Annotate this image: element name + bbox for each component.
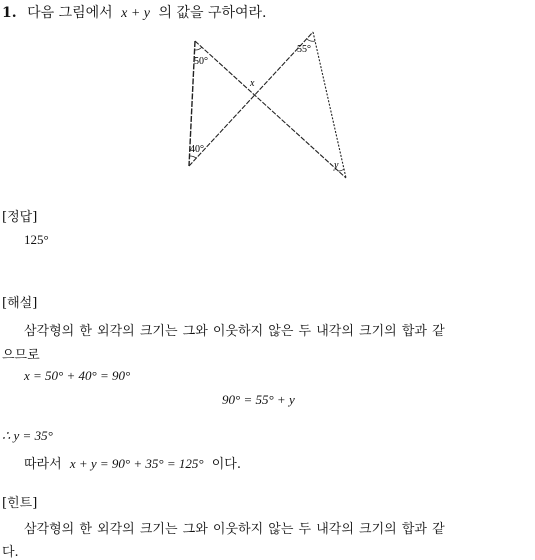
problem-text-after: 의 값을 구하여라. bbox=[158, 5, 267, 21]
problem-number: 1. bbox=[2, 5, 17, 21]
conclusion-prefix: 따라서 bbox=[24, 457, 62, 472]
answer-heading: [정답] bbox=[2, 210, 38, 225]
angle-label-bottom-left: 40° bbox=[190, 144, 204, 155]
equation-3: ∴ y = 35° bbox=[2, 428, 53, 443]
angle-label-top-left: 50° bbox=[194, 56, 208, 67]
problem-text-before: 다음 그림에서 bbox=[27, 5, 113, 21]
problem-statement bbox=[2, 2, 267, 22]
conclusion-math: x + y = 90° + 35° = 125° bbox=[69, 456, 204, 471]
angle-arc-top-left bbox=[195, 47, 202, 50]
angle-arc-top-right bbox=[307, 39, 315, 41]
angle-label-top-right: 55° bbox=[297, 44, 311, 55]
angle-label-center: x bbox=[250, 78, 255, 89]
hint-line-2: 다. bbox=[2, 545, 19, 560]
explanation-conclusion bbox=[24, 453, 241, 472]
answer-value: 125° bbox=[24, 232, 49, 247]
explanation-line-1: 삼각형의 한 외각의 크기는 그와 이웃하지 않은 두 내각의 크기의 합과 같 bbox=[24, 324, 445, 339]
diagonal-line-1 bbox=[195, 41, 346, 178]
hint-line-1: 삼각형의 한 외각의 크기는 그와 이웃하지 않는 두 내각의 크기의 합과 같 bbox=[24, 522, 445, 537]
equation-2: 90° = 55° + y bbox=[222, 392, 295, 407]
equation-1: x = 50° + 40° = 90° bbox=[24, 368, 131, 383]
explanation-line-2: 으므로 bbox=[2, 348, 40, 363]
angle-arc-bottom-left bbox=[190, 156, 196, 158]
hint-heading: [힌트] bbox=[2, 496, 38, 511]
explanation-heading: [해설] bbox=[2, 296, 38, 311]
problem-expression: x + y bbox=[121, 6, 151, 21]
angle-label-bottom-right: y bbox=[334, 160, 339, 171]
angle-arc-bottom-right bbox=[338, 169, 344, 171]
conclusion-suffix: 이다. bbox=[211, 457, 241, 472]
geometry-figure bbox=[180, 28, 360, 184]
right-side-line bbox=[313, 32, 346, 178]
